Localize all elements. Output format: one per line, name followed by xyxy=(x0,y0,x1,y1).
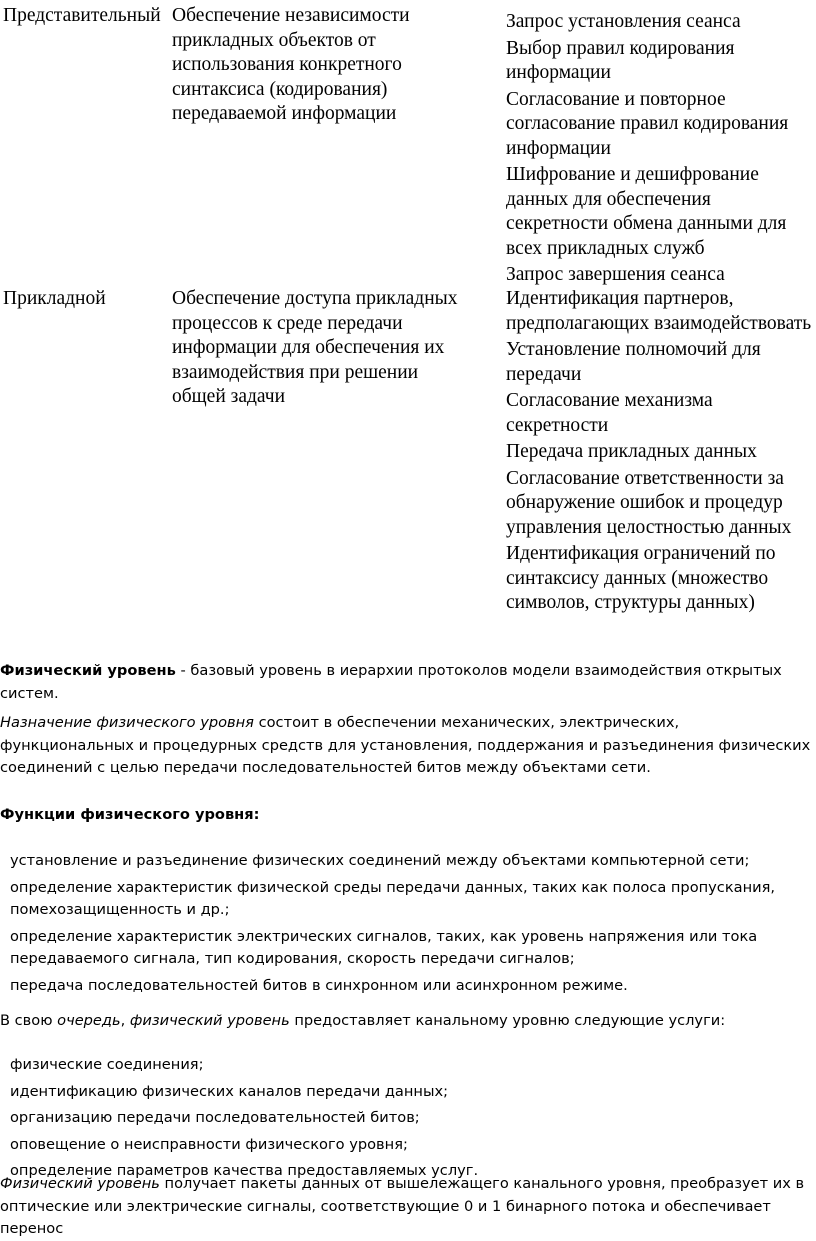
functions-list xyxy=(10,850,810,1001)
definition-paragraph xyxy=(0,660,812,705)
table-row-application xyxy=(0,287,816,647)
layer-function: Согласование и повторное согласование правил кодирования информации xyxy=(506,88,789,159)
layer-function: Согласование механизма секретности xyxy=(506,390,713,436)
list-item: организацию передачи последовательностей битов; xyxy=(10,1109,420,1126)
list-item: определение параметров качества предоставляемых услуг. xyxy=(10,1162,479,1179)
definition-text: - базовый уровень в иерархии протоколов модели взаимодействия открытых систем. xyxy=(0,662,782,702)
layer-function: Запрос завершения сеанса xyxy=(506,264,725,285)
layer-name: Прикладной xyxy=(3,288,106,309)
layer-function: Запрос установления сеанса xyxy=(506,11,741,32)
layer-function: Согласование ответственности за обнаружение ошибок и процедур управления целостностью данных xyxy=(506,467,792,538)
layer-purpose: Обеспечение независимости прикладных объектов от использования конкретного синтаксиса (кодирования) передаваемой информации xyxy=(172,5,410,124)
list-item: физические соединения; xyxy=(10,1056,204,1073)
layer-function: Выбор правил кодирования информации xyxy=(506,37,735,83)
layer-function: Установление полномочий для передачи xyxy=(506,339,761,385)
list-item: идентификацию физических каналов передачи данных; xyxy=(10,1082,449,1100)
layer-functions xyxy=(506,10,816,290)
final-text: получает пакеты данных от вышележащего канального уровня, преобразует их в оптические или электрические сигналы, соответствующие 0 и 1 бинарного потока и обеспечивает перенос xyxy=(0,1175,805,1237)
layer-function: Идентификация ограничений по синтаксису данных (множество символов, структуры данных) xyxy=(506,543,776,613)
services-intro xyxy=(0,1010,812,1033)
services-intro-part: предоставляет канальному уровню следующие услуги: xyxy=(289,1012,726,1029)
services-intro-part: очередь xyxy=(57,1012,121,1029)
purpose-text: состоит в обеспечении механических, электрических, функциональных и процедурных средств для установления, поддержания и разъединения физических соединений с целью передачи последовательностей битов между объектами сети. xyxy=(0,714,811,776)
layer-functions xyxy=(506,287,816,618)
final-lead: Физический уровень xyxy=(0,1175,160,1192)
layer-name: Представительный xyxy=(3,5,161,26)
services-intro-part: физический уровень xyxy=(129,1012,290,1029)
list-item: определение характеристик физической среды передачи данных, таких как полоса пропускания, помехозащищенность и др.; xyxy=(10,878,776,918)
layer-function: Шифрование и дешифрование данных для обеспечения секретности обмена данными для всех прикладных служб xyxy=(506,164,787,259)
services-intro-part: В свою xyxy=(0,1012,58,1029)
functions-heading: Функции физического уровня: xyxy=(0,806,260,823)
list-item: оповещение о неисправности физического уровня; xyxy=(10,1135,408,1153)
purpose-paragraph xyxy=(0,712,812,780)
layer-function: Передача прикладных данных xyxy=(506,441,757,462)
services-list xyxy=(10,1054,810,1187)
services-intro-part: , xyxy=(120,1012,130,1029)
table-row-presentation xyxy=(0,4,816,286)
list-item: установление и разъединение физических соединений между объектами компьютерной сети; xyxy=(10,852,750,869)
list-item: передача последовательностей битов в синхронном или асинхронном режиме. xyxy=(10,976,628,994)
purpose-lead: Назначение физического уровня xyxy=(0,714,254,731)
layer-purpose: Обеспечение доступа прикладных процессов к среде передачи информации для обеспечения их взаимодействия при решении общей задачи xyxy=(172,288,458,407)
list-item: определение характеристик электрических сигналов, таких, как уровень напряжения или тока передаваемого сигнала, тип кодирования, скорость передачи сигналов; xyxy=(10,927,758,967)
definition-term: Физический уровень xyxy=(0,662,176,679)
final-paragraph xyxy=(0,1173,812,1241)
layer-function: Идентификация партнеров, предполагающих взаимодействовать xyxy=(506,288,812,334)
